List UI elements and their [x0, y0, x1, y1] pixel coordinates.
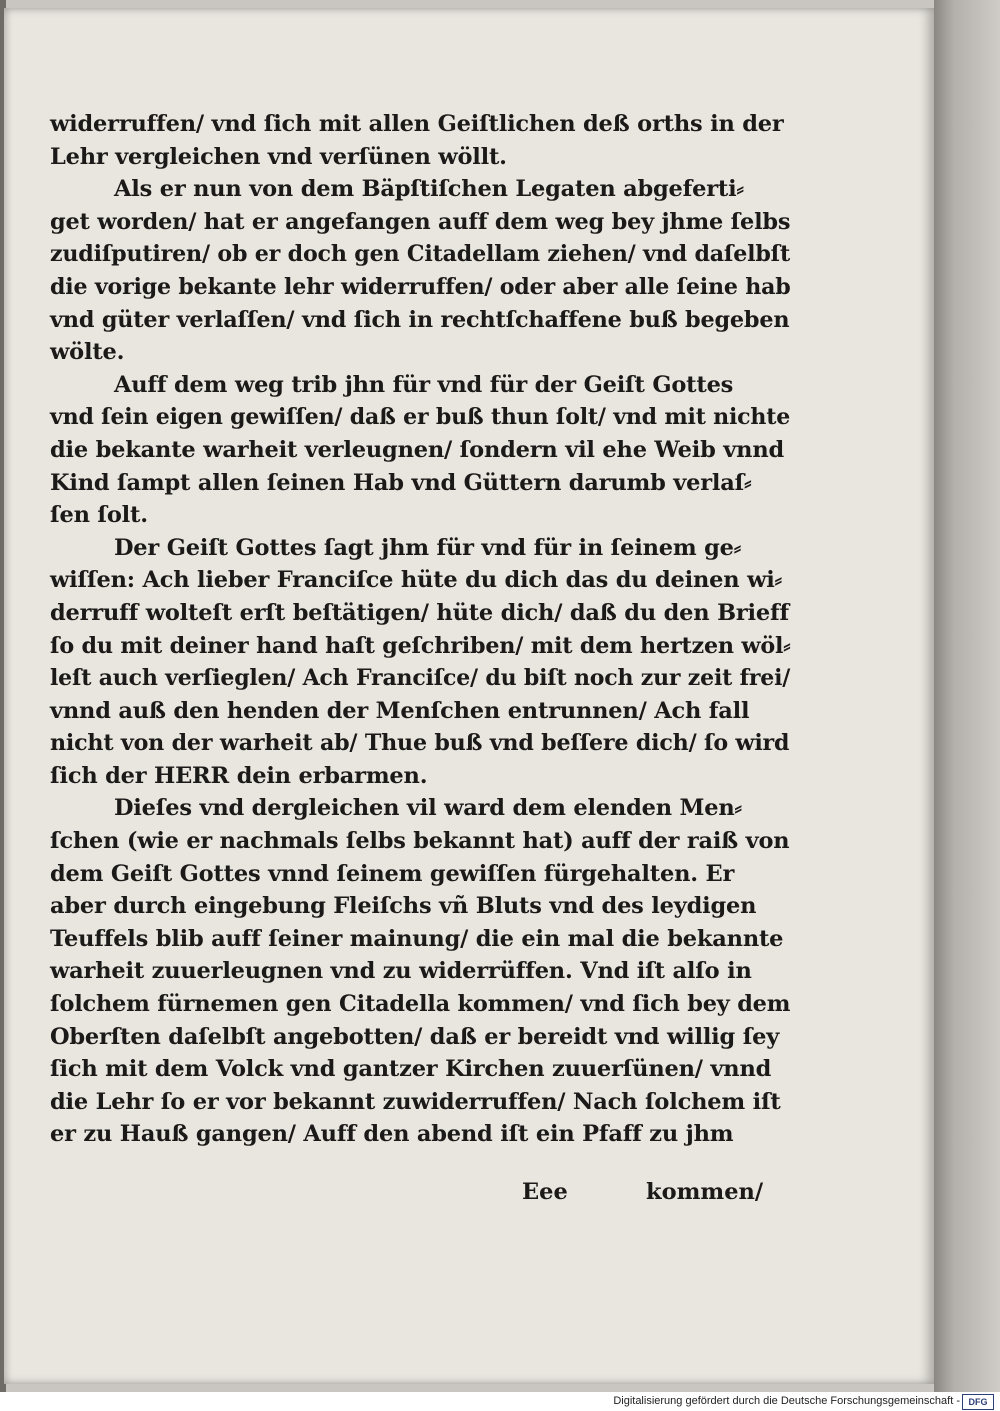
text-line: die vorige bekante lehr widerruffen/ oder aber alle ſeine hab	[50, 273, 791, 300]
text-line: vnnd auß den henden der Menſchen entrunnen/ Ach fall	[50, 697, 750, 724]
footer-bar	[0, 1392, 1000, 1411]
text-line: zudiſputiren/ ob er doch gen Citadellam ziehen/ vnd daſelbſt	[50, 241, 791, 268]
text-line: warheit zuuerleugnen vnd zu widerrüffen. Vnd iſt alſo in	[50, 958, 752, 985]
text-line: vnd ſein eigen gewiſſen/ daß er buß thun ſolt/ vnd mit nichte	[50, 404, 791, 431]
funding-credit: Digitalisierung gefördert durch die Deutsche Forschungsgemeinschaft -	[613, 1395, 960, 1407]
text-line: er zu Hauß gangen/ Auff den abend iſt ein Pfaff zu jhm	[50, 1121, 734, 1148]
text-line: Dieſes vnd dergleichen vil ward dem elenden Men⸗	[114, 795, 742, 822]
signature-mark: Eee	[522, 1179, 568, 1205]
text-line: ſolchem fürnemen gen Citadella kommen/ vnd ſich bey dem	[50, 991, 791, 1018]
text-line: ſo du mit deiner hand haſt geſchriben/ mit dem hertzen wöl⸗	[50, 632, 791, 659]
text-line: Oberſten daſelbſt angebotten/ daß er bereidt vnd willig ſey	[50, 1023, 780, 1050]
page-edge-shadow	[934, 0, 1000, 1392]
text-line: vnd güter verlaſſen/ vnd ſich in rechtſchaffene buß begeben	[50, 306, 790, 333]
text-line: Der Geiſt Gottes ſagt jhm für vnd für in ſeinem ge⸗	[114, 534, 742, 561]
text-line: leſt auch verſieglen/ Ach Franciſce/ du biſt noch zur zeit frei/	[50, 665, 791, 692]
text-line: aber durch eingebung Fleiſchs vñ Bluts vnd des leydigen	[50, 893, 757, 920]
text-line: ſen ſolt.	[50, 502, 148, 529]
text-line: Teuffels blib auff ſeiner mainung/ die ein mal die bekannte	[50, 925, 784, 952]
text-line: wiſſen: Ach lieber Franciſce hüte du dich das du deinen wi⸗	[50, 567, 782, 594]
text-line: wölte.	[50, 339, 125, 366]
text-line: die Lehr ſo er vor bekannt zuwiderruffen/ Nach ſolchem iſt	[50, 1088, 781, 1115]
text-line: Kind ſampt allen ſeinen Hab vnd Güttern darumb verlaſ⸗	[50, 469, 752, 496]
text-line: get worden/ hat er angefangen auff dem weg bey jhme ſelbs	[50, 208, 791, 235]
catchword: kommen/	[646, 1179, 764, 1205]
text-line: nicht von der warheit ab/ Thue buß vnd beſſere dich/ ſo wird	[50, 730, 790, 757]
text-line: widerruffen/ vnd ſich mit allen Geiſtlichen deß orths in der	[50, 111, 784, 137]
dfg-logo: DFG	[962, 1394, 994, 1410]
text-line: ſchen (wie er nachmals ſelbs bekannt hat) auff der raiß von	[50, 828, 790, 855]
text-line: Auff dem weg trib jhn für vnd für der Geiſt Gottes	[114, 371, 734, 398]
text-line: die bekante warheit verleugnen/ ſondern vil ehe Weib vnnd	[50, 436, 785, 463]
text-line: derruff wolteſt erſt beſtätigen/ hüte dich/ daß du den Brieff	[50, 599, 789, 626]
text-line: Lehr vergleichen vnd verſünen wöllt.	[50, 143, 507, 170]
text-line: dem Geiſt Gottes vnnd ſeinem gewiſſen fürgehalten. Er	[50, 860, 735, 887]
text-line: ſich der HERR dein erbarmen.	[50, 762, 428, 789]
text-line: ſich mit dem Volck vnd gantzer Kirchen zuuerſünen/ vnnd	[50, 1056, 772, 1083]
page-text-block	[50, 108, 790, 1151]
text-line: Als er nun von dem Bäpſtiſchen Legaten abgeferti⸗	[114, 176, 744, 203]
